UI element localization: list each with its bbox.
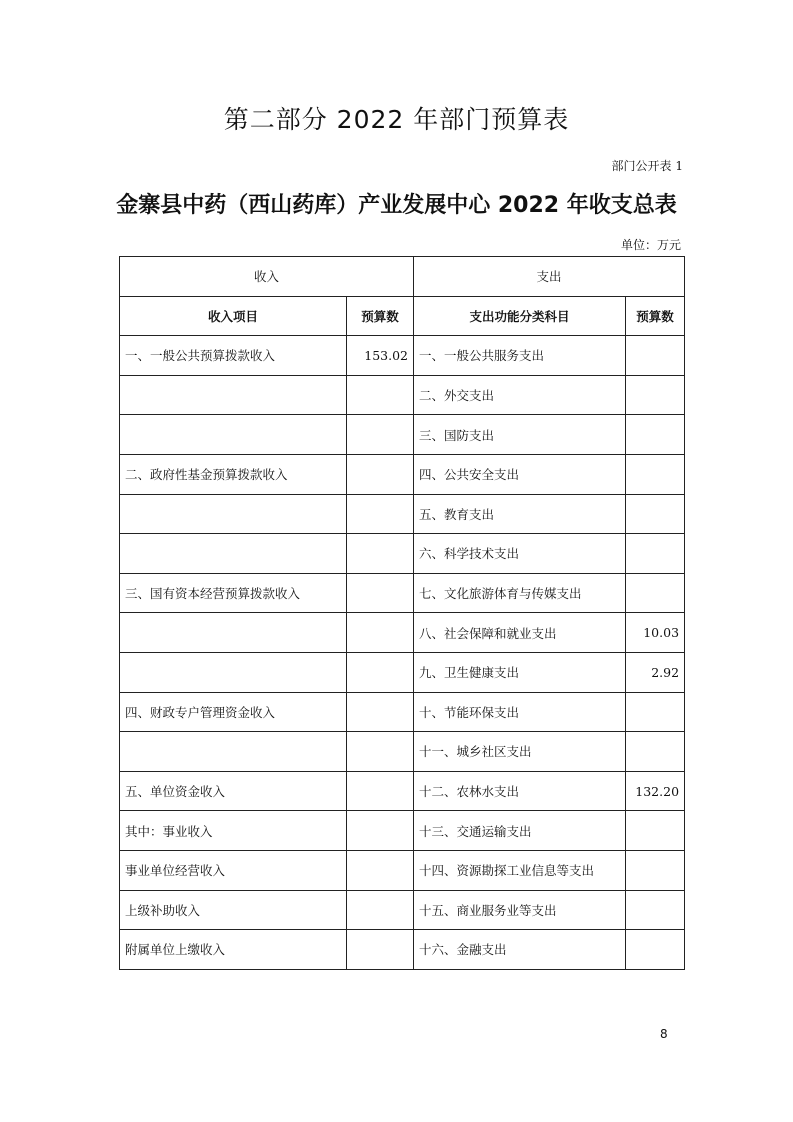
table-row bbox=[120, 494, 685, 534]
page-number: 8 bbox=[660, 1027, 668, 1041]
expense-amount-header: 预算数 bbox=[626, 296, 685, 336]
income-item-cell: 附属单位上缴收入 bbox=[120, 930, 347, 970]
income-item-cell: 三、国有资本经营预算拨款收入 bbox=[120, 573, 347, 613]
income-amount-cell bbox=[347, 732, 414, 772]
expense-item-cell: 十一、城乡社区支出 bbox=[414, 732, 626, 772]
expense-item-cell: 七、文化旅游体育与传媒支出 bbox=[414, 573, 626, 613]
table-number: 部门公开表 1 bbox=[611, 159, 683, 173]
income-item-cell: 事业单位经营收入 bbox=[120, 850, 347, 890]
expense-item-cell: 四、公共安全支出 bbox=[414, 454, 626, 494]
expense-item-cell: 三、国防支出 bbox=[414, 415, 626, 455]
income-item-cell: 其中：事业收入 bbox=[120, 811, 347, 851]
table-row bbox=[120, 613, 685, 653]
income-item-cell bbox=[120, 494, 347, 534]
table-header-row bbox=[120, 296, 685, 336]
income-item-cell bbox=[120, 652, 347, 692]
income-amount-cell bbox=[347, 573, 414, 613]
expense-amount-cell bbox=[626, 890, 685, 930]
income-item-cell: 一、一般公共预算拨款收入 bbox=[120, 336, 347, 376]
expense-item-cell: 六、科学技术支出 bbox=[414, 534, 626, 574]
income-amount-cell bbox=[347, 534, 414, 574]
table-row bbox=[120, 692, 685, 732]
expense-item-cell: 十四、资源勘探工业信息等支出 bbox=[414, 850, 626, 890]
income-group-header: 收入 bbox=[120, 257, 414, 297]
income-amount-cell bbox=[347, 811, 414, 851]
table-header-group-row bbox=[120, 257, 685, 297]
income-amount-cell bbox=[347, 415, 414, 455]
expense-amount-cell bbox=[626, 573, 685, 613]
expense-amount-cell bbox=[626, 494, 685, 534]
income-amount-cell bbox=[347, 375, 414, 415]
expense-item-cell: 十、节能环保支出 bbox=[414, 692, 626, 732]
income-amount-header: 预算数 bbox=[347, 296, 414, 336]
expense-amount-cell bbox=[626, 850, 685, 890]
expense-amount-cell bbox=[626, 811, 685, 851]
income-item-cell bbox=[120, 613, 347, 653]
expense-amount-cell bbox=[626, 534, 685, 574]
income-amount-cell bbox=[347, 494, 414, 534]
table-row bbox=[120, 732, 685, 772]
expense-group-header: 支出 bbox=[414, 257, 685, 297]
expense-amount-cell bbox=[626, 415, 685, 455]
table-row bbox=[120, 573, 685, 613]
income-item-cell: 五、单位资金收入 bbox=[120, 771, 347, 811]
expense-item-cell: 八、社会保障和就业支出 bbox=[414, 613, 626, 653]
expense-amount-cell bbox=[626, 454, 685, 494]
page-title: 金寨县中药（西山药库）产业发展中心 2022 年收支总表 bbox=[116, 193, 677, 218]
table-row bbox=[120, 534, 685, 574]
table-row bbox=[120, 850, 685, 890]
income-amount-cell bbox=[347, 692, 414, 732]
table-row bbox=[120, 652, 685, 692]
table-row bbox=[120, 375, 685, 415]
expense-item-cell: 十五、商业服务业等支出 bbox=[414, 890, 626, 930]
expense-item-cell: 十六、金融支出 bbox=[414, 930, 626, 970]
table-row bbox=[120, 930, 685, 970]
expense-amount-cell: 2.92 bbox=[626, 652, 685, 692]
income-amount-cell bbox=[347, 850, 414, 890]
expense-amount-cell bbox=[626, 692, 685, 732]
income-item-cell: 上级补助收入 bbox=[120, 890, 347, 930]
expense-item-cell: 十三、交通运输支出 bbox=[414, 811, 626, 851]
income-amount-cell bbox=[347, 652, 414, 692]
budget-table bbox=[119, 256, 685, 970]
income-item-cell: 四、财政专户管理资金收入 bbox=[120, 692, 347, 732]
income-item-header: 收入项目 bbox=[120, 296, 347, 336]
expense-item-cell: 十二、农林水支出 bbox=[414, 771, 626, 811]
part-title: 第二部分 2022 年部门预算表 bbox=[223, 105, 570, 134]
income-amount-cell bbox=[347, 771, 414, 811]
expense-item-cell: 九、卫生健康支出 bbox=[414, 652, 626, 692]
table-row bbox=[120, 454, 685, 494]
expense-item-cell: 五、教育支出 bbox=[414, 494, 626, 534]
income-amount-cell: 153.02 bbox=[347, 336, 414, 376]
income-item-cell bbox=[120, 415, 347, 455]
expense-item-cell: 二、外交支出 bbox=[414, 375, 626, 415]
table-row bbox=[120, 890, 685, 930]
income-amount-cell bbox=[347, 890, 414, 930]
table-row bbox=[120, 336, 685, 376]
income-item-cell bbox=[120, 732, 347, 772]
expense-amount-cell: 132.20 bbox=[626, 771, 685, 811]
expense-item-cell: 一、一般公共服务支出 bbox=[414, 336, 626, 376]
expense-amount-cell bbox=[626, 336, 685, 376]
unit-label: 单位：万元 bbox=[620, 238, 681, 252]
table-row bbox=[120, 811, 685, 851]
income-amount-cell bbox=[347, 454, 414, 494]
income-item-cell bbox=[120, 375, 347, 415]
income-item-cell bbox=[120, 534, 347, 574]
table-row bbox=[120, 771, 685, 811]
expense-amount-cell bbox=[626, 732, 685, 772]
expense-amount-cell bbox=[626, 930, 685, 970]
table-row bbox=[120, 415, 685, 455]
income-item-cell: 二、政府性基金预算拨款收入 bbox=[120, 454, 347, 494]
expense-amount-cell bbox=[626, 375, 685, 415]
expense-item-header: 支出功能分类科目 bbox=[414, 296, 626, 336]
income-amount-cell bbox=[347, 930, 414, 970]
expense-amount-cell: 10.03 bbox=[626, 613, 685, 653]
income-amount-cell bbox=[347, 613, 414, 653]
